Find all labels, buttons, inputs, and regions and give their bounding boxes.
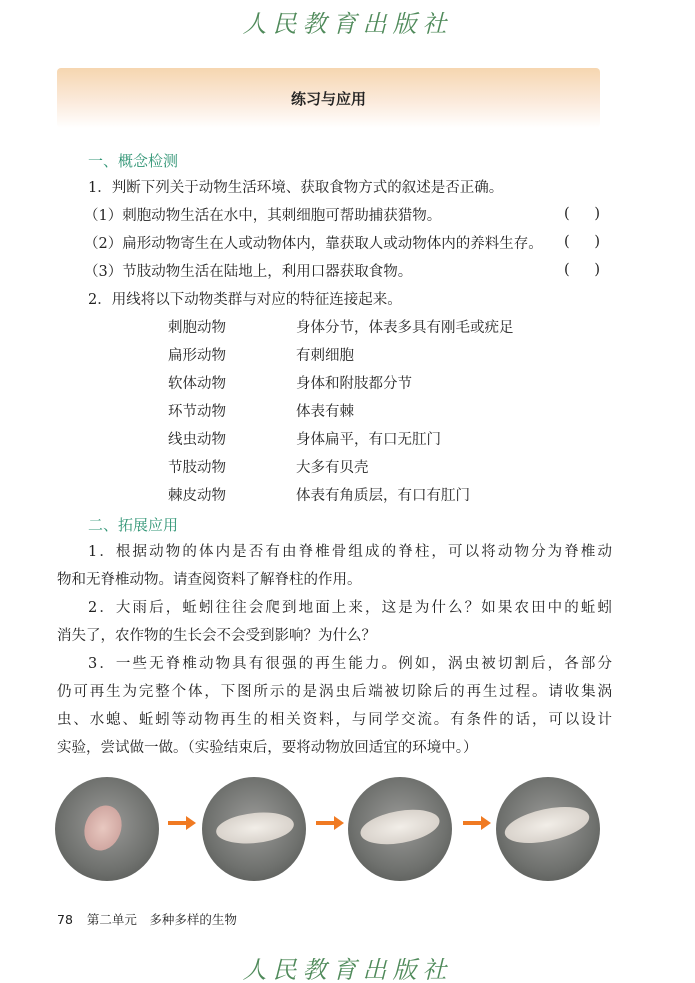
paragraph-line: 2．大雨后，蚯蚓往往会爬到地面上来，这是为什么？如果农田中的蚯蚓: [88, 600, 612, 616]
animal-feature: 体表有棘: [296, 404, 354, 420]
page-footer: [57, 910, 237, 928]
section1-heading: 一、概念检测: [88, 152, 179, 170]
publisher-logo-top: 人民教育出版社: [242, 10, 453, 38]
animal-group: 软体动物: [168, 376, 226, 392]
question-1: 1．判断下列关于动物生活环境、获取食物方式的叙述是否正确。: [88, 180, 504, 196]
paragraph-line: 物和无脊椎动物。请查阅资料了解脊柱的作用。: [57, 572, 362, 588]
paren-close: ): [594, 262, 600, 278]
answer-blank[interactable]: [564, 234, 600, 250]
animal-feature: 身体扁平，有口无肛门: [296, 432, 441, 448]
answer-blank[interactable]: [564, 206, 600, 222]
paren-open: (: [564, 262, 570, 278]
paragraph-line: 消失了，农作物的生长会不会受到影响？为什么？: [57, 628, 376, 644]
paren-close: ): [594, 234, 600, 250]
animal-group: 节肢动物: [168, 460, 226, 476]
paren-open: (: [564, 234, 570, 250]
paren-open: (: [564, 206, 570, 222]
animal-group: 棘皮动物: [168, 488, 226, 504]
animal-feature: 身体分节，体表多具有刚毛或疣足: [296, 320, 514, 336]
paragraph-line: 仍可再生为完整个体，下图所示的是涡虫后端被切除后的再生过程。请收集涡: [57, 684, 612, 700]
regeneration-photo-1: [55, 777, 159, 881]
regeneration-photo-2: [202, 777, 306, 881]
section2-heading: 二、拓展应用: [88, 516, 179, 534]
answer-blank[interactable]: [564, 262, 600, 278]
paragraph-line: 1．根据动物的体内是否有由脊椎骨组成的脊柱，可以将动物分为脊椎动: [88, 544, 612, 560]
question-2: 2．用线将以下动物类群与对应的特征连接起来。: [88, 292, 402, 308]
animal-feature: 大多有贝壳: [296, 460, 369, 476]
animal-group: 刺胞动物: [168, 320, 226, 336]
true-false-item: （1）刺胞动物生活在水中，其刺细胞可帮助捕获猎物。: [84, 208, 442, 224]
page-number: 78: [57, 912, 73, 927]
paragraph-line: 3．一些无脊椎动物具有很强的再生能力。例如，涡虫被切割后，各部分: [88, 656, 612, 672]
paragraph-line: 实验，尝试做一做。（实验结束后，要将动物放回适宜的环境中。）: [57, 740, 478, 756]
animal-feature: 有刺细胞: [296, 348, 354, 364]
animal-group: 线虫动物: [168, 432, 226, 448]
paren-close: ): [594, 206, 600, 222]
publisher-logo-bottom: 人民教育出版社: [242, 956, 453, 983]
animal-feature: 身体和附肢都分节: [296, 376, 412, 392]
animal-group: 环节动物: [168, 404, 226, 420]
unit-title: 第二单元 多种多样的生物: [86, 912, 237, 927]
arrow-right-icon: [168, 816, 196, 830]
true-false-item: （2）扁形动物寄生在人或动物体内，靠获取人或动物体内的养料生存。: [84, 236, 543, 252]
arrow-right-icon: [316, 816, 344, 830]
exercise-banner: [57, 68, 600, 128]
arrow-right-icon: [463, 816, 491, 830]
regeneration-photo-4: [496, 777, 600, 881]
regeneration-photo-3: [348, 777, 452, 881]
animal-group: 扁形动物: [168, 348, 226, 364]
paragraph-line: 虫、水螅、蚯蚓等动物再生的相关资料，与同学交流。有条件的话，可以设计: [57, 712, 612, 728]
animal-feature: 体表有角质层，有口有肛门: [296, 488, 470, 504]
banner-title: 练习与应用: [290, 90, 366, 108]
true-false-item: （3）节肢动物生活在陆地上，利用口器获取食物。: [84, 264, 413, 280]
